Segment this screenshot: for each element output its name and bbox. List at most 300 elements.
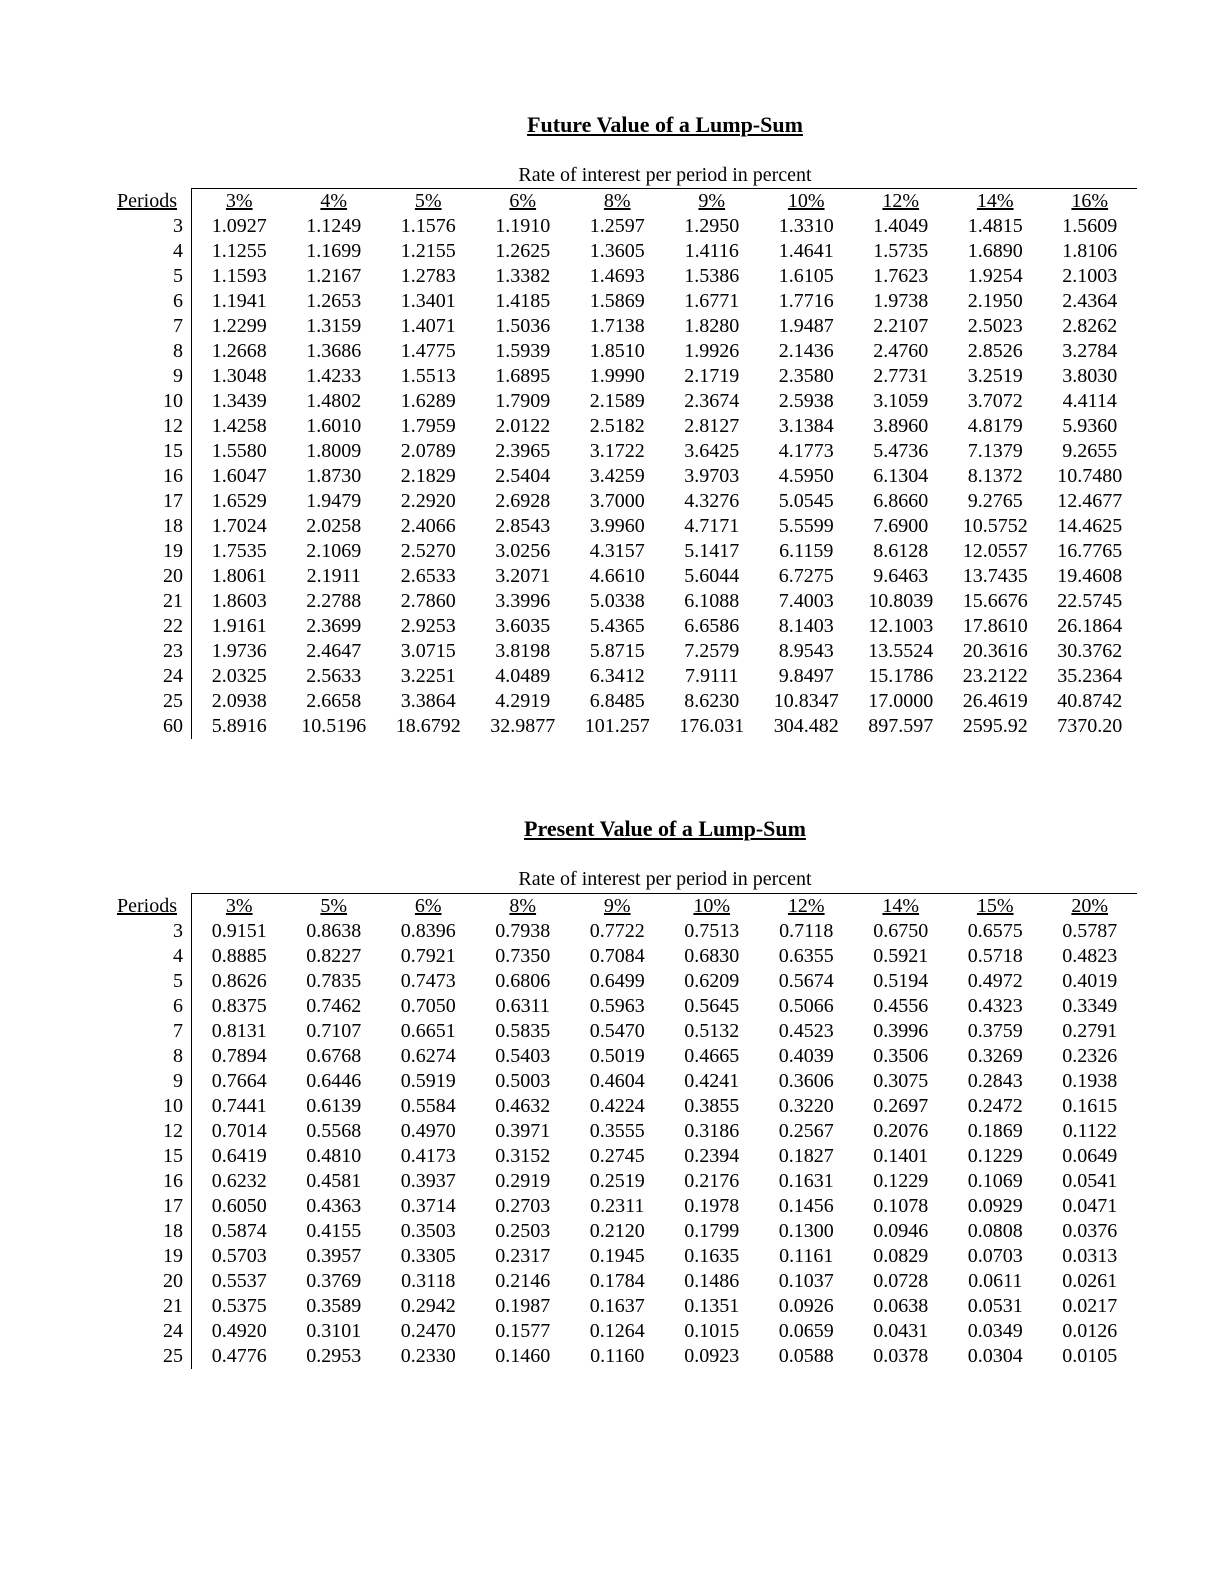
table-row	[117, 414, 1137, 439]
value-cell: 0.1037	[778, 1270, 834, 1292]
value-cell: 0.0541	[1062, 1170, 1118, 1192]
value-cell: 0.8131	[211, 1020, 267, 1042]
value-cell: 1.1699	[306, 240, 362, 262]
value-cell: 9.8497	[778, 665, 834, 687]
value-cell: 0.5703	[211, 1245, 267, 1267]
value-cell: 6.1159	[779, 540, 834, 562]
value-cell: 0.7014	[211, 1120, 267, 1142]
value-cell: 0.5645	[684, 995, 740, 1017]
value-cell: 4.1773	[778, 440, 834, 462]
value-cell: 5.6044	[684, 565, 740, 587]
rate-header: 6%	[381, 894, 476, 920]
value-cell: 26.4619	[962, 690, 1028, 712]
table-row	[117, 1344, 1137, 1369]
value-cell: 1.6895	[495, 365, 551, 387]
value-cell: 2.0325	[211, 665, 267, 687]
table-row	[117, 264, 1137, 289]
value-cell: 0.8638	[306, 920, 362, 942]
period-cell: 9	[117, 1069, 192, 1094]
value-cell: 7.9111	[684, 665, 739, 687]
value-cell: 0.4173	[400, 1145, 456, 1167]
value-cell: 1.4802	[306, 390, 362, 412]
rate-header: 5%	[287, 894, 382, 920]
value-cell: 0.5787	[1062, 920, 1118, 942]
value-cell: 3.2071	[495, 565, 551, 587]
future-value-rate-caption: Rate of interest per period in percent	[518, 164, 812, 186]
value-cell: 0.2697	[873, 1095, 929, 1117]
value-cell: 1.4071	[400, 315, 456, 337]
value-cell: 4.3276	[684, 490, 740, 512]
value-cell: 3.1059	[873, 390, 929, 412]
table-row	[117, 1244, 1137, 1269]
value-cell: 0.4665	[684, 1045, 740, 1067]
value-cell: 3.2519	[967, 365, 1023, 387]
value-cell: 0.4363	[306, 1195, 362, 1217]
value-cell: 1.3382	[495, 265, 551, 287]
value-cell: 0.5403	[495, 1045, 551, 1067]
value-cell: 0.0531	[967, 1295, 1023, 1317]
value-cell: 1.8510	[589, 340, 645, 362]
value-cell: 3.9703	[684, 465, 740, 487]
value-cell: 1.9487	[778, 315, 834, 337]
value-cell: 0.4972	[967, 970, 1023, 992]
value-cell: 2.5938	[778, 390, 834, 412]
value-cell: 101.257	[584, 715, 650, 737]
value-cell: 6.7275	[778, 565, 834, 587]
value-cell: 2.8526	[967, 340, 1023, 362]
value-cell: 1.9738	[873, 290, 929, 312]
value-cell: 0.1456	[778, 1195, 834, 1217]
value-cell: 0.2791	[1062, 1020, 1118, 1042]
value-cell: 0.1869	[967, 1120, 1023, 1142]
rate-header: 3%	[192, 189, 287, 215]
table-row	[117, 944, 1137, 969]
value-cell: 0.4241	[684, 1070, 740, 1092]
value-cell: 1.6105	[778, 265, 834, 287]
value-cell: 0.1229	[967, 1145, 1023, 1167]
value-cell: 0.1078	[873, 1195, 929, 1217]
table-row	[117, 289, 1137, 314]
value-cell: 0.4155	[306, 1220, 362, 1242]
table-row	[117, 1219, 1137, 1244]
period-cell: 20	[117, 564, 192, 589]
value-cell: 0.3152	[495, 1145, 551, 1167]
value-cell: 2.1436	[778, 340, 834, 362]
value-cell: 5.0338	[589, 590, 645, 612]
value-cell: 0.5718	[967, 945, 1023, 967]
period-cell: 16	[117, 1169, 192, 1194]
value-cell: 2.8262	[1062, 315, 1118, 337]
value-cell: 1.6890	[967, 240, 1023, 262]
value-cell: 0.4776	[211, 1345, 267, 1367]
value-cell: 10.5752	[962, 515, 1028, 537]
value-cell: 0.2317	[495, 1245, 551, 1267]
value-cell: 9.2765	[967, 490, 1023, 512]
value-cell: 0.6651	[400, 1020, 456, 1042]
value-cell: 3.0715	[400, 640, 456, 662]
value-cell: 8.6128	[873, 540, 929, 562]
value-cell: 3.3996	[495, 590, 551, 612]
value-cell: 0.1637	[589, 1295, 645, 1317]
value-cell: 1.4049	[873, 215, 929, 237]
value-cell: 0.3186	[684, 1120, 740, 1142]
value-cell: 0.1577	[495, 1320, 551, 1342]
period-cell: 20	[117, 1269, 192, 1294]
value-cell: 1.3048	[211, 365, 267, 387]
value-cell: 0.0638	[873, 1295, 929, 1317]
value-cell: 4.3157	[589, 540, 645, 562]
value-cell: 0.2745	[589, 1145, 645, 1167]
value-cell: 0.0611	[968, 1270, 1023, 1292]
value-cell: 5.9360	[1062, 415, 1118, 437]
value-cell: 3.8030	[1062, 365, 1118, 387]
value-cell: 16.7765	[1057, 540, 1123, 562]
value-cell: 2.7860	[400, 590, 456, 612]
rate-header: 14%	[854, 894, 949, 920]
present-value-title: Present Value of a Lump-Sum	[524, 816, 806, 841]
value-cell: 0.7894	[211, 1045, 267, 1067]
value-cell: 22.5745	[1057, 590, 1123, 612]
value-cell: 0.1978	[684, 1195, 740, 1217]
value-cell: 1.8106	[1062, 240, 1118, 262]
value-cell: 0.1615	[1062, 1095, 1118, 1117]
value-cell: 0.5921	[873, 945, 929, 967]
value-cell: 1.9254	[967, 265, 1023, 287]
value-cell: 0.0471	[1062, 1195, 1118, 1217]
period-cell: 5	[117, 969, 192, 994]
value-cell: 10.8347	[773, 690, 839, 712]
table-row	[117, 1094, 1137, 1119]
value-cell: 4.2919	[495, 690, 551, 712]
value-cell: 0.0126	[1062, 1320, 1118, 1342]
rate-header: 3%	[192, 894, 287, 920]
value-cell: 0.4970	[400, 1120, 456, 1142]
period-cell: 18	[117, 514, 192, 539]
table-row	[117, 614, 1137, 639]
value-cell: 0.3305	[400, 1245, 456, 1267]
value-cell: 2.1950	[967, 290, 1023, 312]
value-cell: 0.1069	[967, 1170, 1023, 1192]
value-cell: 2.1069	[306, 540, 362, 562]
value-cell: 7370.20	[1057, 715, 1123, 737]
value-cell: 40.8742	[1057, 690, 1123, 712]
value-cell: 5.0545	[778, 490, 834, 512]
value-cell: 0.2330	[400, 1345, 456, 1367]
value-cell: 2.2788	[306, 590, 362, 612]
value-cell: 2.5182	[589, 415, 645, 437]
value-cell: 0.3759	[967, 1020, 1023, 1042]
value-cell: 0.1161	[779, 1245, 834, 1267]
value-cell: 4.6610	[589, 565, 645, 587]
value-cell: 0.3269	[967, 1045, 1023, 1067]
rate-header: 9%	[570, 894, 665, 920]
rate-header: 16%	[1043, 189, 1138, 215]
value-cell: 0.7473	[400, 970, 456, 992]
value-cell: 1.3310	[778, 215, 834, 237]
value-cell: 2.2920	[400, 490, 456, 512]
value-cell: 3.7072	[967, 390, 1023, 412]
table-row	[117, 1294, 1137, 1319]
value-cell: 0.4556	[873, 995, 929, 1017]
value-cell: 0.1015	[684, 1320, 740, 1342]
period-cell: 25	[117, 1344, 192, 1369]
period-cell: 19	[117, 1244, 192, 1269]
value-cell: 1.4693	[589, 265, 645, 287]
value-cell: 3.8198	[495, 640, 551, 662]
value-cell: 0.7938	[495, 920, 551, 942]
value-cell: 1.2783	[400, 265, 456, 287]
value-cell: 1.0927	[211, 215, 267, 237]
value-cell: 1.9990	[589, 365, 645, 387]
value-cell: 9.6463	[873, 565, 929, 587]
value-cell: 1.3686	[306, 340, 362, 362]
table-row	[117, 969, 1137, 994]
value-cell: 0.5019	[589, 1045, 645, 1067]
value-cell: 0.4039	[778, 1045, 834, 1067]
value-cell: 0.3589	[306, 1295, 362, 1317]
value-cell: 2.3674	[684, 390, 740, 412]
value-cell: 0.0923	[684, 1345, 740, 1367]
periods-header: Periods	[117, 894, 192, 920]
value-cell: 0.0261	[1062, 1270, 1118, 1292]
value-cell: 0.7441	[211, 1095, 267, 1117]
value-cell: 0.6419	[211, 1145, 267, 1167]
value-cell: 0.7722	[589, 920, 645, 942]
value-cell: 1.8061	[211, 565, 267, 587]
value-cell: 0.5874	[211, 1220, 267, 1242]
value-cell: 1.2668	[211, 340, 267, 362]
value-cell: 0.3503	[400, 1220, 456, 1242]
value-cell: 0.7664	[211, 1070, 267, 1092]
table-row	[117, 919, 1137, 944]
value-cell: 0.6232	[211, 1170, 267, 1192]
value-cell: 2.5270	[400, 540, 456, 562]
value-cell: 2.0938	[211, 690, 267, 712]
value-cell: 35.2364	[1057, 665, 1123, 687]
value-cell: 0.5835	[495, 1020, 551, 1042]
period-cell: 6	[117, 994, 192, 1019]
value-cell: 0.0929	[967, 1195, 1023, 1217]
value-cell: 13.5524	[868, 640, 934, 662]
value-cell: 12.1003	[868, 615, 934, 637]
value-cell: 0.2503	[495, 1220, 551, 1242]
value-cell: 20.3616	[962, 640, 1028, 662]
value-cell: 0.0808	[967, 1220, 1023, 1242]
period-cell: 3	[117, 214, 192, 239]
table-row	[117, 1019, 1137, 1044]
value-cell: 1.1910	[495, 215, 551, 237]
value-cell: 15.1786	[868, 665, 934, 687]
value-cell: 0.3996	[873, 1020, 929, 1042]
value-cell: 0.3349	[1062, 995, 1118, 1017]
value-cell: 897.597	[868, 715, 934, 737]
value-cell: 18.6792	[395, 715, 461, 737]
value-cell: 3.3864	[400, 690, 456, 712]
value-cell: 0.8626	[211, 970, 267, 992]
table-row	[117, 589, 1137, 614]
value-cell: 17.0000	[868, 690, 934, 712]
value-cell: 1.3159	[306, 315, 362, 337]
rate-header: 12%	[759, 894, 854, 920]
future-value-table	[117, 188, 1137, 739]
value-cell: 0.0304	[967, 1345, 1023, 1367]
value-cell: 7.2579	[684, 640, 740, 662]
value-cell: 2.1003	[1062, 265, 1118, 287]
value-cell: 0.1938	[1062, 1070, 1118, 1092]
value-cell: 0.0649	[1062, 1145, 1118, 1167]
value-cell: 0.6830	[684, 945, 740, 967]
period-cell: 21	[117, 589, 192, 614]
rate-header: 6%	[476, 189, 571, 215]
value-cell: 0.0105	[1062, 1345, 1118, 1367]
value-cell: 0.2567	[778, 1120, 834, 1142]
value-cell: 1.7716	[778, 290, 834, 312]
value-cell: 1.7535	[211, 540, 267, 562]
value-cell: 1.2950	[684, 215, 740, 237]
value-cell: 0.5375	[211, 1295, 267, 1317]
table-row	[117, 364, 1137, 389]
value-cell: 3.2251	[400, 665, 456, 687]
value-cell: 6.1088	[684, 590, 740, 612]
table-row	[117, 214, 1137, 239]
value-cell: 2.5633	[306, 665, 362, 687]
value-cell: 1.8009	[306, 440, 362, 462]
value-cell: 0.5132	[684, 1020, 740, 1042]
value-cell: 0.2311	[590, 1195, 645, 1217]
value-cell: 0.0431	[873, 1320, 929, 1342]
period-cell: 9	[117, 364, 192, 389]
period-cell: 10	[117, 389, 192, 414]
value-cell: 0.6139	[306, 1095, 362, 1117]
rate-header: 9%	[665, 189, 760, 215]
value-cell: 1.4641	[778, 240, 834, 262]
value-cell: 0.1300	[778, 1220, 834, 1242]
value-cell: 12.0557	[962, 540, 1028, 562]
value-cell: 0.2953	[306, 1345, 362, 1367]
value-cell: 0.7350	[495, 945, 551, 967]
table-row	[117, 639, 1137, 664]
value-cell: 17.8610	[962, 615, 1028, 637]
value-cell: 0.1987	[495, 1295, 551, 1317]
value-cell: 2.6928	[495, 490, 551, 512]
value-cell: 4.0489	[495, 665, 551, 687]
value-cell: 6.8660	[873, 490, 929, 512]
value-cell: 0.2394	[684, 1145, 740, 1167]
value-cell: 0.4604	[589, 1070, 645, 1092]
table-row	[117, 314, 1137, 339]
value-cell: 2.3699	[306, 615, 362, 637]
value-cell: 5.4365	[589, 615, 645, 637]
value-cell: 0.4581	[306, 1170, 362, 1192]
present-value-body	[117, 919, 1137, 1369]
value-cell: 1.1576	[400, 215, 456, 237]
value-cell: 2.6533	[400, 565, 456, 587]
value-cell: 2.4760	[873, 340, 929, 362]
value-cell: 1.5939	[495, 340, 551, 362]
value-cell: 2.1589	[589, 390, 645, 412]
rate-header: 10%	[759, 189, 854, 215]
value-cell: 0.4523	[778, 1020, 834, 1042]
value-cell: 0.1160	[590, 1345, 645, 1367]
value-cell: 1.5386	[684, 265, 740, 287]
value-cell: 0.3555	[589, 1120, 645, 1142]
table-row	[117, 1169, 1137, 1194]
period-cell: 23	[117, 639, 192, 664]
value-cell: 5.1417	[684, 540, 740, 562]
value-cell: 0.6209	[684, 970, 740, 992]
period-cell: 24	[117, 664, 192, 689]
value-cell: 1.5580	[211, 440, 267, 462]
value-cell: 7.1379	[967, 440, 1023, 462]
value-cell: 0.5919	[400, 1070, 456, 1092]
value-cell: 4.7171	[684, 515, 740, 537]
period-cell: 10	[117, 1094, 192, 1119]
value-cell: 30.3762	[1057, 640, 1123, 662]
table-row	[117, 1319, 1137, 1344]
value-cell: 0.2326	[1062, 1045, 1118, 1067]
value-cell: 0.2146	[495, 1270, 551, 1292]
table-row	[117, 1194, 1137, 1219]
rate-header: 14%	[948, 189, 1043, 215]
value-cell: 0.3101	[306, 1320, 362, 1342]
period-cell: 18	[117, 1219, 192, 1244]
value-cell: 0.0926	[778, 1295, 834, 1317]
value-cell: 5.8916	[211, 715, 267, 737]
value-cell: 2.0789	[400, 440, 456, 462]
value-cell: 0.3075	[873, 1070, 929, 1092]
value-cell: 0.4019	[1062, 970, 1118, 992]
value-cell: 0.7084	[589, 945, 645, 967]
value-cell: 0.4823	[1062, 945, 1118, 967]
value-cell: 0.6575	[967, 920, 1023, 942]
value-cell: 5.4736	[873, 440, 929, 462]
value-cell: 0.1945	[589, 1245, 645, 1267]
value-cell: 1.5036	[495, 315, 551, 337]
value-cell: 3.9960	[589, 515, 645, 537]
value-cell: 0.6750	[873, 920, 929, 942]
value-cell: 1.2653	[306, 290, 362, 312]
value-cell: 0.1351	[684, 1295, 740, 1317]
value-cell: 1.7024	[211, 515, 267, 537]
table-row	[117, 1044, 1137, 1069]
value-cell: 0.2076	[873, 1120, 929, 1142]
rate-header: 10%	[665, 894, 760, 920]
value-cell: 1.2155	[400, 240, 456, 262]
value-cell: 5.8715	[589, 640, 645, 662]
value-cell: 13.7435	[962, 565, 1028, 587]
value-cell: 1.9926	[684, 340, 740, 362]
table-row	[117, 664, 1137, 689]
value-cell: 0.0946	[873, 1220, 929, 1242]
value-cell: 0.4920	[211, 1320, 267, 1342]
value-cell: 1.1593	[211, 265, 267, 287]
value-cell: 3.1384	[778, 415, 834, 437]
table-row	[117, 564, 1137, 589]
value-cell: 0.1486	[684, 1270, 740, 1292]
value-cell: 4.4114	[1062, 390, 1117, 412]
value-cell: 2595.92	[962, 715, 1028, 737]
periods-header: Periods	[117, 189, 192, 215]
period-cell: 24	[117, 1319, 192, 1344]
value-cell: 0.5584	[400, 1095, 456, 1117]
value-cell: 3.0256	[495, 540, 551, 562]
value-cell: 3.8960	[873, 415, 929, 437]
period-cell: 15	[117, 1144, 192, 1169]
value-cell: 23.2122	[962, 665, 1028, 687]
value-cell: 2.4066	[400, 515, 456, 537]
value-cell: 3.1722	[589, 440, 645, 462]
value-cell: 0.1799	[684, 1220, 740, 1242]
